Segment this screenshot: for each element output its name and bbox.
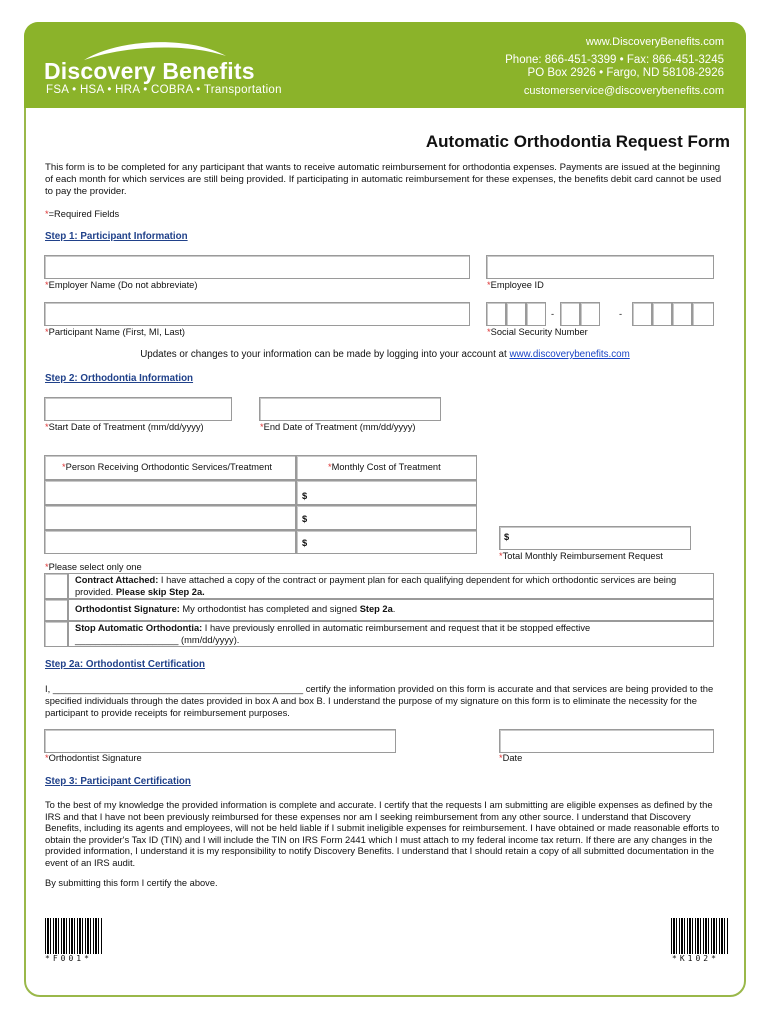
monthly-cost-field[interactable]: [296, 505, 477, 530]
contract-attached-checkbox[interactable]: [44, 573, 68, 599]
logo-tagline: FSA • HSA • HRA • COBRA • Transportation: [46, 84, 282, 96]
employee-id-field[interactable]: [486, 255, 714, 279]
total-reimbursement-field[interactable]: [499, 526, 691, 550]
required-mark: *: [45, 209, 49, 219]
logo-name: Discovery Benefits: [44, 58, 255, 84]
ssn-digit-field[interactable]: [580, 302, 600, 326]
end-date-field[interactable]: [259, 397, 441, 421]
ssn-label: *Social Security Number: [487, 327, 588, 337]
dollar-sign: $: [302, 514, 308, 524]
ssn-digit-field[interactable]: [560, 302, 580, 326]
header-phone-fax: Phone: 866-451-3399 • Fax: 866-451-3245: [505, 54, 724, 66]
option-orthodontist-signature: Orthodontist Signature: My orthodontist has completed and signed Step 2a.: [68, 599, 714, 621]
monthly-cost-field[interactable]: [296, 530, 477, 554]
orthodontist-certification-text: I, ________________________________________________ certify the information provided on this form is accurate and that services are being provided to the specified individuals through the dates provided in box A and box B. I understand the purpose of my signature on this form is to eliminate the necessity for the participant to provide receipts for reimbursement purposes.: [45, 683, 714, 718]
employer-name-label: *Employer Name (Do not abbreviate): [45, 280, 198, 290]
ssn-digit-field[interactable]: [692, 302, 714, 326]
ssn-digit-field[interactable]: [486, 302, 506, 326]
ssn-digit-field[interactable]: [526, 302, 546, 326]
ssn-digit-field[interactable]: [652, 302, 672, 326]
monthly-cost-field[interactable]: [296, 480, 477, 505]
start-date-label: *Start Date of Treatment (mm/dd/yyyy): [45, 422, 204, 432]
step1-heading: Step 1: Participant Information: [45, 231, 188, 242]
barcode-left: [45, 918, 103, 954]
submit-note: By submitting this form I certify the above.: [45, 878, 218, 888]
orthodontist-signature-field[interactable]: [44, 729, 396, 753]
cost-column-label: *Monthly Cost of Treatment: [328, 462, 441, 472]
step2-heading: Step 2: Orthodontia Information: [45, 373, 194, 384]
step2a-heading: Step 2a: Orthodontist Certification: [45, 659, 206, 670]
dollar-sign: $: [302, 491, 308, 501]
header-website: www.DiscoveryBenefits.com: [585, 36, 724, 48]
end-date-label: *End Date of Treatment (mm/dd/yyyy): [260, 422, 416, 432]
participant-name-label: *Participant Name (First, MI, Last): [45, 327, 186, 337]
header-email: customerservice@discoverybenefits.com: [523, 85, 724, 97]
dollar-sign: $: [504, 532, 510, 542]
orthodontist-signature-checkbox[interactable]: [44, 599, 68, 621]
participant-certification-text: To the best of my knowledge the provided information is complete and accurate. I certify that the requests I am submitting are eligible expenses as defined by the IRS and that I have not been previously reimbursed for these expenses nor am I seeking reimbursement from any other source. I understand that Discovery Benefits, including its agents and employees, will not be held liable if I submit ineligible expenses for reimbursement. I have obtained or made reasonable efforts to obtain the provider's Tax ID (TIN) and I will include the TIN on IRS Form 2441 which I must attach to my federal income tax return. If there are any changes in the provided information, I understand it is my responsibility to notify Discovery Benefits. I understand that I should retain a copy of all submitted documentation in the event of an IRS audit.: [45, 799, 720, 868]
required-note-text: =Required Fields: [48, 209, 120, 219]
ssn-separator: -: [551, 309, 555, 319]
intro-paragraph: This form is to be completed for any participant that wants to receive automatic reimbursement for orthodontia expenses. Payments are issued at the beginning of each month for which services are still being provided. If participating in automatic reimbursement for these expenses, the benefits debit card cannot be used to pay the provider.: [45, 162, 722, 198]
step3-heading: Step 3: Participant Certification: [45, 776, 191, 787]
person-field[interactable]: [44, 530, 296, 554]
dollar-sign: $: [302, 538, 308, 548]
person-field[interactable]: [44, 480, 296, 505]
ssn-digit-field[interactable]: [672, 302, 692, 326]
required-note: [45, 209, 119, 219]
ssn-separator: -: [619, 309, 623, 319]
page-title: Automatic Orthodontia Request Form: [425, 132, 730, 151]
participant-name-field[interactable]: [44, 302, 470, 326]
orthodontist-signature-label: *Orthodontist Signature: [45, 753, 142, 763]
select-one-note: *Please select only one: [45, 562, 142, 572]
update-note: Updates or changes to your information can be made by logging into your account at www.discoverybenefits.com: [140, 349, 630, 360]
barcode-right-label: *K102*: [672, 954, 719, 963]
website-link[interactable]: www.discoverybenefits.com: [509, 349, 630, 360]
option-stop-orthodontia: Stop Automatic Orthodontia: I have previously enrolled in automatic reimbursement and request that it be stopped effective ____________________ (mm/dd/yyyy).: [68, 621, 714, 647]
person-field[interactable]: [44, 505, 296, 530]
ssn-digit-field[interactable]: [632, 302, 652, 326]
barcode-right: [671, 918, 729, 954]
option-contract-attached: Contract Attached: I have attached a copy of the contract or payment plan for each qualifying dependent for which orthodontic services are being provided. Please skip Step 2a.: [68, 573, 714, 599]
header-address: PO Box 2926 • Fargo, ND 58108-2926: [527, 67, 724, 79]
stop-orthodontia-checkbox[interactable]: [44, 621, 68, 647]
barcode-left-label: *F001*: [45, 954, 92, 963]
person-column-label: *Person Receiving Orthodontic Services/Treatment: [62, 462, 272, 472]
date-label: *Date: [499, 753, 523, 763]
start-date-field[interactable]: [44, 397, 232, 421]
ssn-digit-field[interactable]: [506, 302, 526, 326]
employer-name-field[interactable]: [44, 255, 470, 279]
employee-id-label: *Employee ID: [487, 280, 544, 290]
date-field[interactable]: [499, 729, 714, 753]
total-reimbursement-label: *Total Monthly Reimbursement Request: [499, 551, 663, 561]
